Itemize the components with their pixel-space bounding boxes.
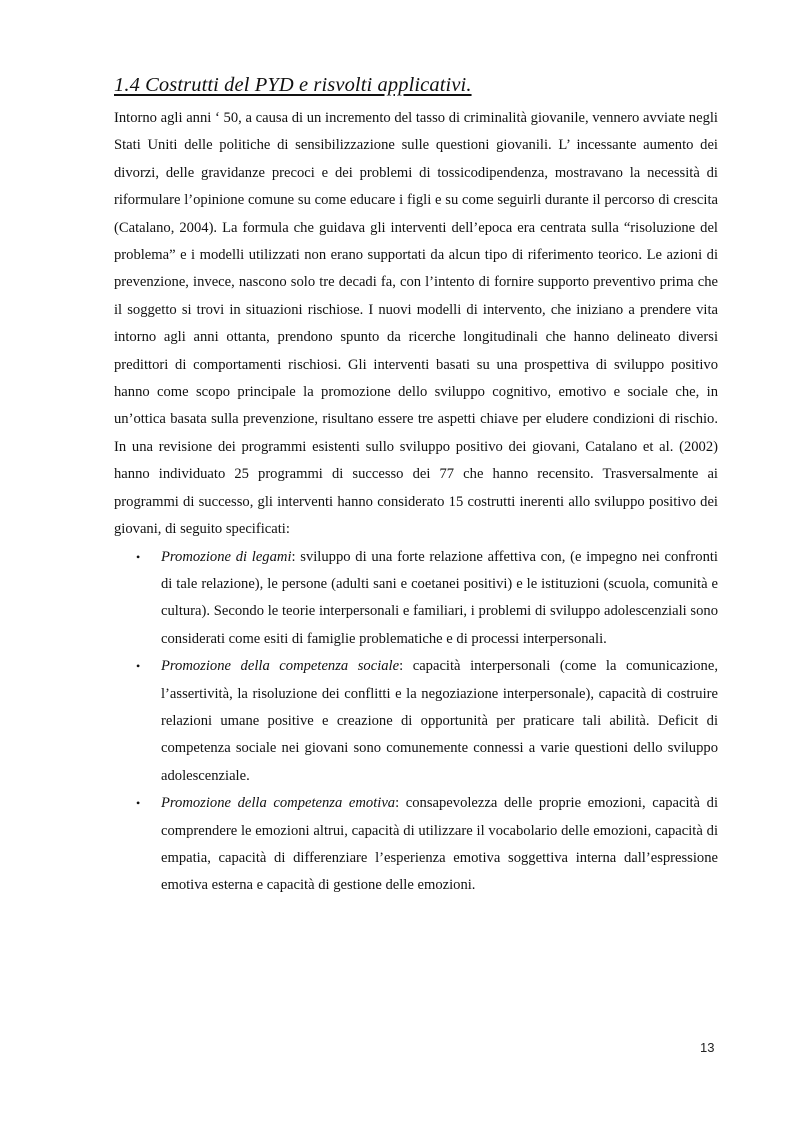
list-item-text: : sviluppo di una forte relazione affettiva con, (e impegno nei confronti di tale relazione), le persone (adulti sani e coetanei positivi) e le istituzioni (scuola, comunità e cultura). Secondo le teorie interpersonali e familiari, i problemi di sviluppo adolescenziali sono considerati come esiti di famiglie problematiche e di processi interpersonali. bbox=[161, 548, 718, 647]
list-item-term: Promozione della competenza emotiva bbox=[161, 795, 396, 812]
list-item-text: : capacità interpersonali (come la comunicazione, l’assertività, la risoluzione dei conflitti e la negoziazione interpersonale), capacità di costruire relazioni umane positive e creazione di opportunità per praticare tali abilità. Deficit di competenza sociale nei giovani sono comunemente connessi a varie questioni dello sviluppo adolescenziale. bbox=[161, 658, 718, 784]
list-item bbox=[114, 544, 718, 654]
list-item-term: Promozione della competenza sociale bbox=[161, 658, 400, 675]
list-item-text: : consapevolezza delle proprie emozioni, capacità di comprendere le emozioni altrui, capacità di utilizzare il vocabolario delle emozioni, capacità di empatia, capacità di differenziare l’esperienza emotiva soggettiva interna dall’espressione emotiva esterna e capacità di gestione delle emozioni. bbox=[161, 795, 718, 894]
bullet-icon: • bbox=[136, 796, 141, 811]
section-heading: 1.4 Costrutti del PYD e risvolti applicativi. bbox=[114, 74, 472, 96]
bullet-icon: • bbox=[136, 659, 141, 674]
bullet-icon: • bbox=[136, 549, 141, 564]
page-number: 13 bbox=[700, 1040, 715, 1055]
constructs-list bbox=[114, 544, 718, 900]
intro-paragraph: Intorno agli anni ‘ 50, a causa di un incremento del tasso di criminalità giovanile, vennero avviate negli Stati Uniti delle politiche di sensibilizzazione sulle questioni giovanili. L’ incessante aumento dei divorzi, delle gravidanze precoci e dei problemi di tossicodipendenza, mostravano la necessità di riformulare l’opinione comune su come educare i figli e su come seguirli durante il percorso di crescita (Catalano, 2004). La formula che guidava gli interventi dell’epoca era centrata sulla “risoluzione del problema” e i modelli utilizzati non erano supportati da alcun tipo di riferimento teorico. Le azioni di prevenzione, invece, nascono solo tre decadi fa, con l’intento di fornire supporto preventivo prima che il soggetto si trovi in situazioni rischiose. I nuovi modelli di intervento, che iniziano a prendere vita intorno agli anni ottanta, prendono spunto da ricerche longitudinali che hanno delineato diversi predittori di comportamenti rischiosi. Gli interventi basati su una prospettiva di sviluppo positivo hanno come scopo principale la promozione dello sviluppo cognitivo, emotivo e sociale che, in un’ottica basata sulla prevenzione, risultano essere tre aspetti chiave per eludere condizioni di rischio. In una revisione dei programmi esistenti sullo sviluppo positivo dei giovani, Catalano et al. (2002) hanno individuato 25 programmi di successo dei 77 che hanno recensito. Trasversalmente ai programmi di successo, gli interventi hanno considerato 15 costrutti inerenti allo sviluppo positivo dei giovani, di seguito specificati: bbox=[114, 110, 718, 538]
list-item bbox=[114, 790, 718, 900]
list-item-term: Promozione di legami bbox=[161, 548, 292, 565]
page-content bbox=[114, 74, 718, 900]
list-item bbox=[114, 653, 718, 790]
